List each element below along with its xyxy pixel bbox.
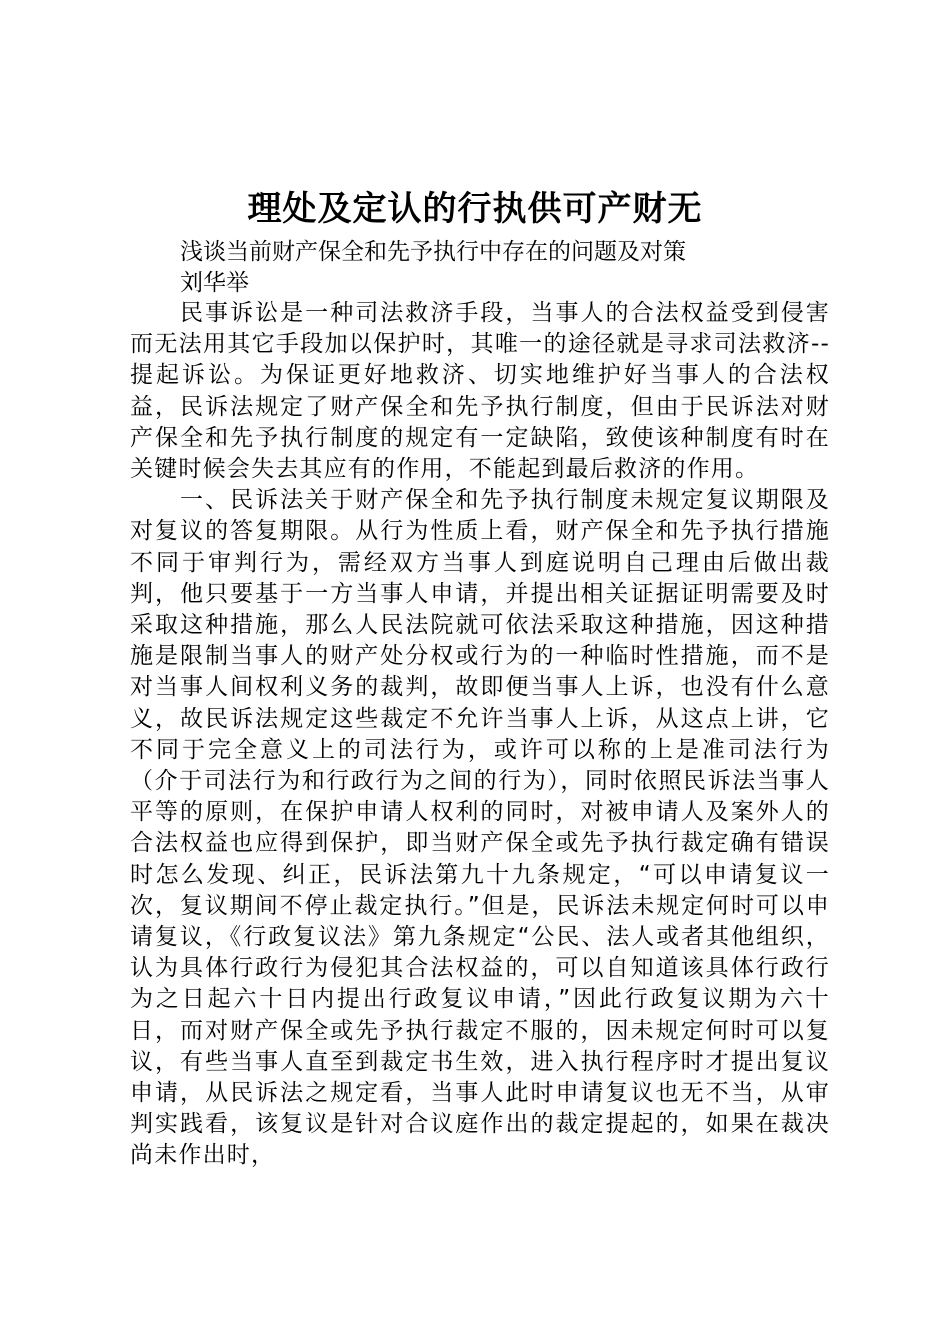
document-body xyxy=(130,298,830,1172)
document-subtitle: 浅谈当前财产保全和先予执行中存在的问题及对策 xyxy=(180,239,686,265)
document-title: 理处及定认的行执供可产财无 xyxy=(247,189,703,229)
author-name: 刘华举 xyxy=(180,270,249,296)
paragraph-intro: 民事诉讼是一种司法救济手段，当事人的合法权益受到侵害而无法用其它手段加以保护时，其唯一的途径就是寻求司法救济--提起诉讼。为保证更好地救济、切实地维护好当事人的合法权益，民诉法规定了财产保全和先予执行制度，但由于民诉法对财产保全和先予执行制度的规定有一定缺陷，致使该种制度有时在关键时候会失去其应有的作用，不能起到最后救济的作用。 xyxy=(130,300,830,483)
paragraph-section-1: 一、民诉法关于财产保全和先予执行制度未规定复议期限及对复议的答复期限。从行为性质上看，财产保全和先予执行措施不同于审判行为，需经双方当事人到庭说明自己理由后做出裁判，他只要基于一方当事人申请，并提出相关证据证明需要及时采取这种措施，那么人民法院就可依法采取这种措施，因这种措施是限制当事人的财产处分权或行为的一种临时性措施，而不是对当事人间权利义务的裁判，故即便当事人上诉，也没有什么意义，故民诉法规定这些裁定不允许当事人上诉，从这点上讲，它不同于完全意义上的司法行为，或许可以称的上是准司法行为（介于司法行为和行政行为之间的行为），同时依照民诉法当事人平等的原则，在保护申请人权利的同时，对被申请人及案外人的合法权益也应得到保护，即当财产保全或先予执行裁定确有错误时怎么发现、纠正，民诉法第九十九条规定，“可以申请复议一次，复议期间不停止裁定执行。”但是，民诉法未规定何时可以申请复议，《行政复议法》第九条规定“公民、法人或者其他组织，认为具体行政行为侵犯其合法权益的，可以自知道该具体行政行为之日起六十日内提出行政复议申请，”因此行政复议期为六十日，而对财产保全或先予执行裁定不服的，因未规定何时可以复议，有些当事人直至到裁定书生效，进入执行程序时才提出复议申请，从民诉法之规定看，当事人此时申请复议也无不当，从审判实践看，该复议是针对合议庭作出的裁定提起的，如果在裁决尚未作出时， xyxy=(130,487,830,1169)
